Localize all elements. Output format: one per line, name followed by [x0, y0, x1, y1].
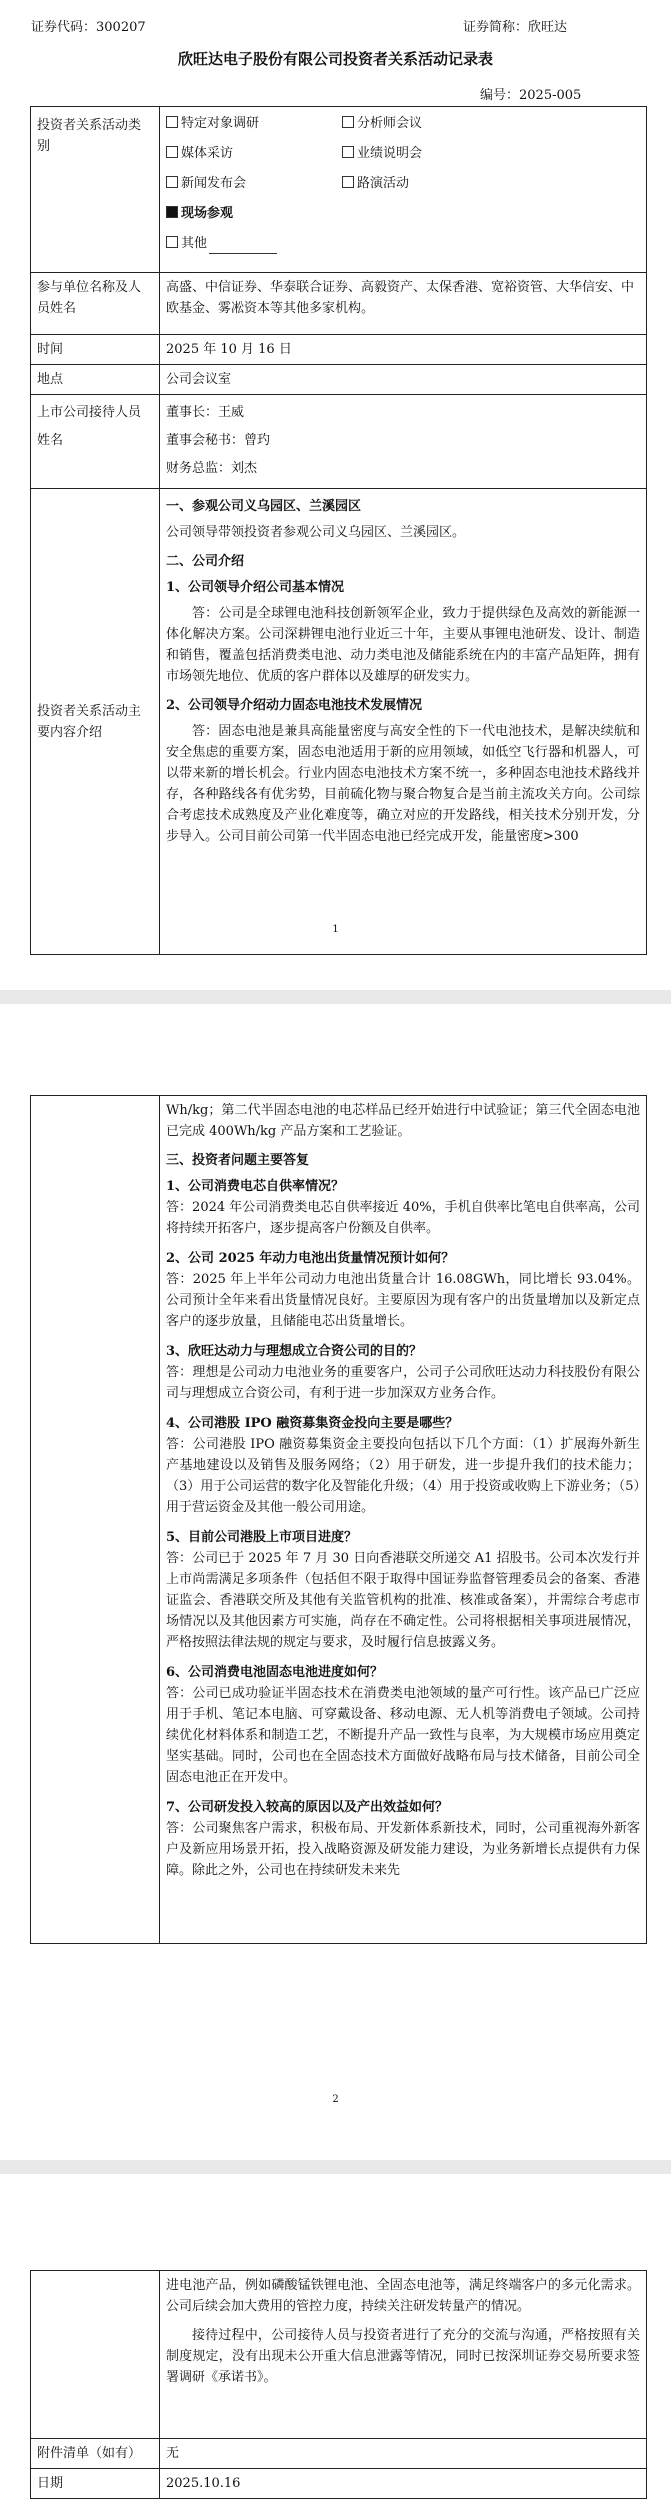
time-label: 时间 [31, 335, 160, 365]
checkbox-item[interactable]: 路演活动 [342, 173, 532, 194]
checkbox-item[interactable]: 业绩说明会 [342, 143, 532, 164]
content-cell-continued [160, 2271, 647, 2439]
checkbox-item[interactable]: 其他 [166, 233, 342, 254]
qa-item: 2、公司 2025 年动力电池出货量情况预计如何？ 答：2025 年上半年公司动力电池出货量合计 16.08GWh，同比增长 93.04%。公司预计全年来看出货量情况良好。主要原因为现有客户的出货量增加以及新定点客户的逐步放量，且储能电芯出货量增长。 [166, 1251, 640, 1329]
content-cell [160, 489, 647, 955]
document-page-1 [0, 0, 671, 990]
page-number: 1 [332, 924, 339, 935]
stock-code: 证券代码：300207 [31, 20, 146, 35]
content-cell-continued [160, 1096, 647, 1944]
closing-statement: 接待过程中，公司接待人员与投资者进行了充分的交流与沟通，严格按照有关制度规定，没有出现未公开重大信息泄露等情况，同时已按深圳证券交易所要求签署调研《承诺书》。 [166, 2328, 640, 2385]
record-table-page-1 [30, 106, 647, 955]
page-number: 2 [332, 2094, 339, 2105]
document-page-3 [0, 2174, 671, 2499]
checked-checkbox-icon[interactable] [166, 206, 178, 218]
content-label: 投资者关系活动主要内容介绍 [31, 489, 160, 955]
stock-name: 证券简称：欣旺达 [463, 20, 568, 35]
qa-item: 1、公司消费电芯自供率情况？ 答：2024 年公司消费类电芯自供率接近 40%，手机自供率比笔电自供率高，公司将持续开拓客户，逐步提高客户份额及自供率。 [166, 1179, 640, 1236]
participants-label: 参与单位名称及人员姓名 [31, 273, 160, 335]
date-value: 2025.10.16 [160, 2469, 647, 2499]
checkbox-icon[interactable] [342, 146, 354, 158]
checkbox-icon[interactable] [166, 146, 178, 158]
receptionists-value: 董事长：王威 董事会秘书：曾玓 财务总监：刘杰 [160, 395, 647, 489]
attachment-label: 附件清单（如有） [31, 2439, 160, 2469]
participants-value: 高盛、中信证券、华泰联合证券、高毅资产、太保香港、宽裕资管、大华信安、中欧基金、雾凇资本等其他多家机构。 [160, 273, 647, 335]
checkbox-item[interactable]: 新闻发布会 [166, 173, 342, 194]
qa-7-answer-continued: 进电池产品，例如磷酸锰铁锂电池、全固态电池等，满足终端客户的多元化需求。公司后续会加大费用的管控力度，持续关注研发转量产的情况。 [166, 2278, 640, 2314]
section-1-text: 公司领导带领投资者参观公司义乌园区、兰溪园区。 [166, 525, 466, 540]
receptionists-label: 上市公司接待人员姓名 [31, 395, 160, 489]
checkbox-item[interactable]: 现场参观 [166, 203, 342, 224]
checkbox-icon[interactable] [342, 116, 354, 128]
qa-item: 4、公司港股 IPO 融资募集资金投向主要是哪些？ 答：公司港股 IPO 融资募集资金主要投向包括以下几个方面：（1）扩展海外新生产基地建设以及销售及服务网络；（2）用于研发，进一步提升我们的技术能力；（3）用于公司运营的数字化及智能化升级；（4）用于投资或收购上下游业务；（5）用于营运资金及其他一般公司用途。 [166, 1416, 640, 1515]
place-label: 地点 [31, 365, 160, 395]
document-number: 编号：2025-005 [480, 88, 582, 103]
place-value: 公司会议室 [160, 365, 647, 395]
category-label: 投资者关系活动类别 [31, 107, 160, 273]
qa-item: 3、欣旺达动力与理想成立合资公司的目的？ 答：理想是公司动力电池业务的重要客户，公司子公司欣旺达动力科技股份有限公司与理想成立合资公司，有利于进一步加深双方业务合作。 [166, 1344, 640, 1401]
section-2-1-text: 答：公司是全球锂电池科技创新领军企业，致力于提供绿色及高效的新能源一体化解决方案。公司深耕锂电池行业近三十年，主要从事锂电池研发、设计、制造和销售，覆盖包括消费类电池、动力类电池及储能系统在内的丰富产品矩阵，拥有市场领先地位、优质的客户群体以及雄厚的研发实力。 [166, 606, 640, 684]
date-label: 日期 [31, 2469, 160, 2499]
category-checkboxes [160, 107, 647, 273]
checkbox-icon[interactable] [342, 176, 354, 188]
record-table-page-2 [30, 1095, 647, 1944]
document-title: 欣旺达电子股份有限公司投资者关系活动记录表 [177, 50, 493, 68]
document-page-2 [0, 1004, 671, 2160]
record-table-page-3 [30, 2270, 647, 2499]
section-2-2-text: 答：固态电池是兼具高能量密度与高安全性的下一代电池技术，是解决续航和安全焦虑的重要方案，固态电池适用于新的应用领域，如低空飞行器和机器人，可以带来新的增长机会。行业内固态电池技术方案不统一，多种固态电池技术路线并存，各种路线各有优劣势，目前硫化物与聚合物复合是当前主流攻关方向。公司综合考虑技术成熟度及产业化难度等，确立对应的开发路线，相关技术分别开发，分步导入。公司目前公司第一代半固态电池已经完成开发，能量密度>300 [166, 724, 640, 844]
checkbox-icon[interactable] [166, 236, 178, 248]
section-1-heading: 一、参观公司义乌园区、兰溪园区 [166, 499, 362, 514]
qa-item: 6、公司消费电池固态电池进度如何？ 答：公司已成功验证半固态技术在消费类电池领域的量产可行性。该产品已广泛应用于手机、笔记本电脑、可穿戴设备、移动电源、无人机等消费电子领域。公司持续优化材料体系和制造工艺，不断提升产品一致性与良率，为大规模市场应用奠定坚实基础。同时，公司也在全固态技术方面做好战略布局与技术储备，目前公司全固态电池正在开发中。 [166, 1665, 640, 1785]
qa-item: 7、公司研发投入较高的原因以及产出效益如何？ 答：公司聚焦客户需求，积极布局、开发新体系新技术，同时，公司重视海外新客户及新应用场景开拓，投入战略资源及研发能力建设，为业务新增长点提供有力保障。除此之外，公司也在持续研发未来先 [166, 1800, 640, 1878]
content-label-continued [31, 2271, 160, 2439]
section-2-2-heading: 2、公司领导介绍动力固态电池技术发展情况 [166, 698, 423, 713]
section-2-heading: 二、公司介绍 [166, 554, 245, 569]
attachment-value: 无 [160, 2439, 647, 2469]
checkbox-item[interactable]: 分析师会议 [342, 113, 532, 134]
checkbox-icon[interactable] [166, 116, 178, 128]
section-3-heading: 三、投资者问题主要答复 [166, 1153, 310, 1168]
content-label-continued [31, 1096, 160, 1944]
checkbox-item[interactable]: 媒体采访 [166, 143, 342, 164]
checkbox-icon[interactable] [166, 176, 178, 188]
section-2-1-heading: 1、公司领导介绍公司基本情况 [166, 580, 345, 595]
blank-underline [209, 241, 277, 254]
checkbox-item[interactable]: 特定对象调研 [166, 113, 342, 134]
qa-item: 5、目前公司港股上市项目进度？ 答：公司已于 2025 年 7 月 30 日向香港联交所递交 A1 招股书。公司本次发行并上市尚需满足多项条件（包括但不限于取得中国证券监督管理委员会的备案、香港证监会、香港联交所及其他有关监管机构的批准、核准或备案），并需综合考虑市场情况以及其他因素方可实施，尚存在不确定性。公司将根据相关事项进展情况，严格按照法律法规的规定与要求，及时履行信息披露义务。 [166, 1530, 640, 1650]
time-value: 2025 年 10 月 16 日 [160, 335, 647, 365]
section-2-2-text-continued: Wh/kg；第二代半固态电池的电芯样品已经开始进行中试验证；第三代全固态电池已完成 400Wh/kg 产品方案和工艺验证。 [166, 1103, 640, 1139]
